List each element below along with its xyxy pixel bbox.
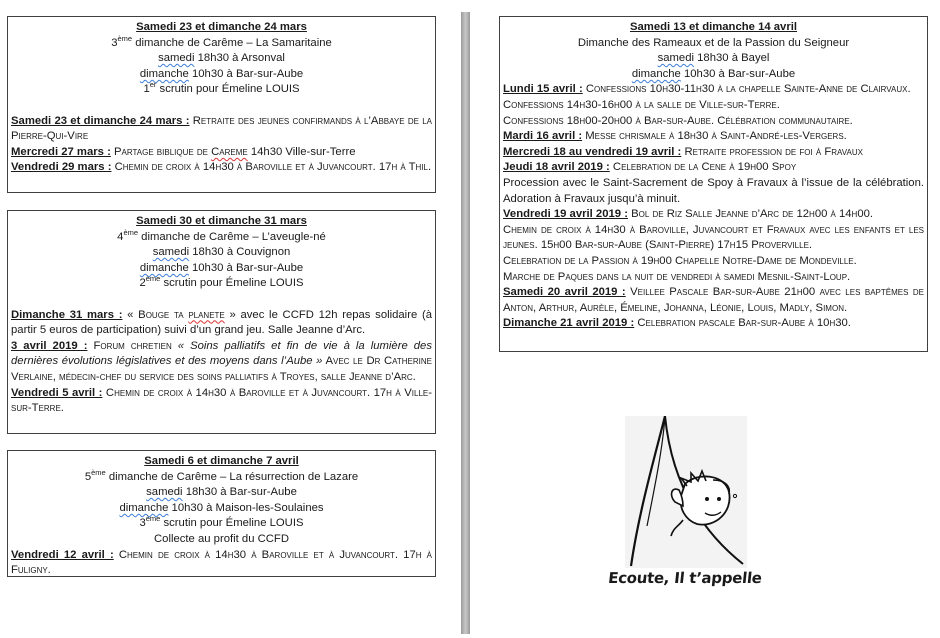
scrutiny-line: 1er scrutin pour Émeline LOUIS — [143, 80, 300, 96]
event-item: Chemin de croix à 14h30 à Baroville, Juvancourt et Fravaux avec les enfants et les jeunes. 15h00 Bar-sur-Aube (Saint-Pierre) 17h15 Proverville. — [503, 223, 924, 252]
scrutiny-line: 2ème scrutin pour Émeline LOUIS — [139, 274, 304, 290]
event-item: Confessions 14h30-16h00 à la salle de Ville-sur-Terre. — [503, 98, 780, 111]
logo-caption: Ecoute, Il t’appelle — [607, 569, 763, 587]
event-item: Marche de Paques dans la nuit de vendredi à samedi Mesnil-Saint-Loup. — [503, 270, 851, 283]
sunday-mass: dimanche 10h30 à Bar-sur-Aube — [631, 67, 796, 80]
box-title: Samedi 13 et dimanche 14 avril — [629, 21, 798, 33]
event-item: Mercredi 18 au vendredi 19 avril : Retraite profession de foi à Fravaux — [503, 145, 863, 158]
sunday-label: 4ème dimanche de Carême – L’aveugle-né — [117, 227, 326, 243]
event-item: Mercredi 27 mars : Partage biblique de Careme 14h30 Ville-sur-Terre — [11, 145, 356, 158]
sunday-mass: dimanche 10h30 à Bar-sur-Aube — [139, 67, 304, 80]
schedule-box-april-6 — [7, 450, 436, 577]
sunday-mass: dimanche 10h30 à Maison-les-Soulaines — [119, 501, 324, 514]
sunday-label: Dimanche des Rameaux et de la Passion du Seigneur — [577, 36, 850, 49]
schedule-box-march-23 — [7, 16, 436, 193]
sunday-label: 3ème dimanche de Carême – La Samaritaine — [111, 33, 332, 49]
box-title: Samedi 6 et dimanche 7 avril — [144, 455, 299, 467]
box-title: Samedi 30 et dimanche 31 mars — [136, 215, 307, 227]
schedule-box-march-30 — [7, 210, 436, 434]
saturday-mass: samedi 18h30 à Bayel — [657, 52, 770, 65]
column-divider — [461, 12, 470, 634]
saturday-mass: samedi 18h30 à Bar-sur-Aube — [146, 486, 297, 499]
event-item: Vendredi 29 mars : Chemin de croix à 14h30 à Baroville et à Juvancourt. 17h à Thil. — [11, 161, 432, 174]
event-item: Celebration de la Passion à 19h00 Chapelle Notre-Dame de Mondeville. — [503, 254, 857, 267]
box-title: Samedi 23 et dimanche 24 mars — [136, 21, 307, 33]
event-item: Mardi 16 avril : Messe chrismale à 18h30 à Saint-André-les-Vergers. — [503, 130, 847, 143]
event-item: Vendredi 12 avril : Chemin de croix à 14h30 à Baroville et à Juvancourt. 17h à Fuligny. — [11, 548, 433, 577]
event-item: Dimanche 21 avril 2019 : Celebration pascale Bar-sur-Aube à 10h30. — [503, 317, 851, 330]
collection-line: Collecte au profit du CCFD — [154, 532, 289, 545]
event-item: Samedi 23 et dimanche 24 mars : Retraite des jeunes confirmands à l’Abbaye de la Pierre-Qui-Vire — [11, 114, 432, 143]
saturday-mass: samedi 18h30 à Arsonval — [158, 52, 285, 65]
event-item: Confessions 18h00-20h00 à Bar-sur-Aube. Célébration communautaire. — [503, 114, 853, 127]
event-item: Vendredi 19 avril 2019 : Bol de Riz Salle Jeanne d’Arc de 12h00 à 14h00. — [503, 208, 874, 221]
event-item: Procession avec le Saint-Sacrement de Spoy à Fravaux à l’issue de la célébration. Adoration à Fravaux jusqu’à minuit. — [503, 176, 924, 205]
event-item: Lundi 15 avril : Confessions 10h30-11h30 à la chapelle Sainte-Anne de Clairvaux. — [503, 83, 911, 96]
event-item: Jeudi 18 avril 2019 : Celebration de la Cene à 19h00 Spoy — [503, 161, 797, 174]
event-item: Samedi 20 avril 2019 : Veillee Pascale Bar-sur-Aube 21h00 avec les baptêmes de Anton, Arthur, Aurèle, Émeline, Johanna, Léonie, Louis, Madly, Simon. — [503, 286, 925, 314]
sunday-label: 5ème dimanche de Carême – La résurrection de Lazare — [84, 467, 359, 483]
event-item: 3 avril 2019 : Forum chretien « Soins palliatifs et fin de vie à la lumière des dernières évolutions législatives et des moyens dans l’Aube » Avec le Dr Catherine Verlaine, médecin-chef du service des soins palliatifs à Troyes, salle Jeanne d’Arc. — [11, 339, 432, 383]
saturday-mass: samedi 18h30 à Couvignon — [152, 246, 291, 259]
listening-child-logo — [625, 416, 747, 568]
schedule-box-april-13 — [499, 16, 928, 352]
sunday-mass: dimanche 10h30 à Bar-sur-Aube — [139, 261, 304, 274]
event-item: Vendredi 5 avril : Chemin de croix à 14h30 à Baroville et à Juvancourt. 17h à Ville-sur-Terre. — [11, 386, 432, 415]
scrutiny-line: 3ème scrutin pour Émeline LOUIS — [139, 514, 304, 530]
event-item: Dimanche 31 mars : « Bouge ta planete » avec le CCFD 12h repas solidaire (à partir 5 euros de participation) suivi d’un grand jeu. Salle Jeanne d’Arc. — [11, 308, 432, 337]
